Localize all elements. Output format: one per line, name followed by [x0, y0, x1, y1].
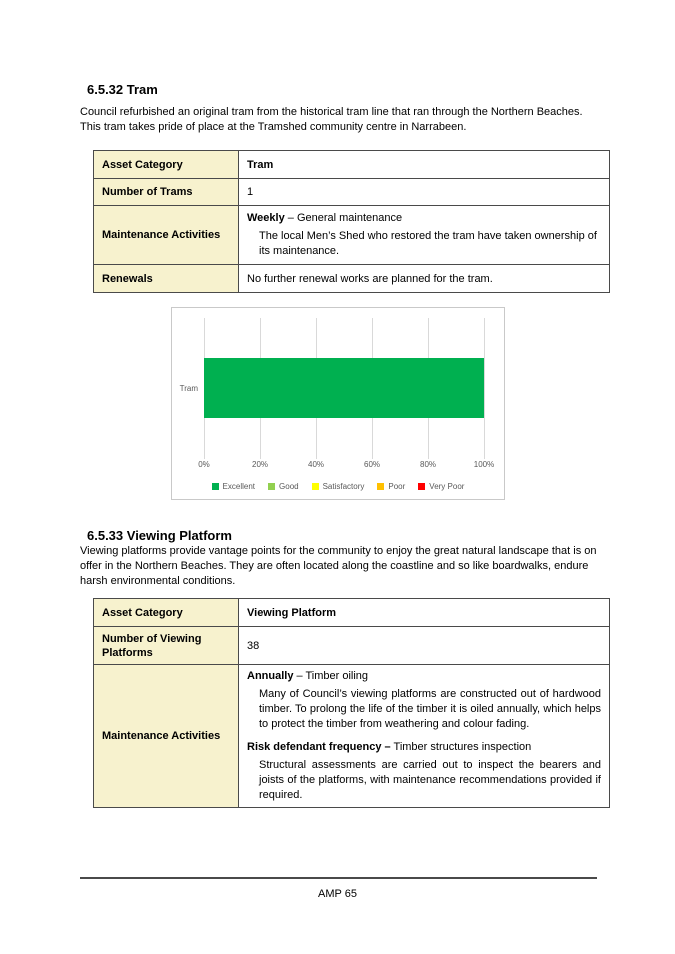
x-tick-label: 100%	[473, 460, 495, 469]
table-row	[94, 179, 610, 206]
legend-item	[268, 482, 299, 491]
table-row	[94, 627, 610, 665]
table-row	[94, 665, 610, 808]
row-value-maintenance	[239, 665, 610, 808]
legend-item	[212, 482, 255, 491]
x-tick-label: 20%	[251, 460, 269, 469]
section-heading-tram: 6.5.32 Tram	[87, 82, 158, 97]
legend-label: Good	[279, 482, 299, 491]
maintenance-frequency: Annually	[247, 670, 294, 682]
row-value-renewals: No further renewal works are planned for the tram.	[239, 265, 610, 293]
grid-line	[484, 318, 485, 459]
tram-info-table	[93, 150, 610, 293]
section-intro-tram: Council refurbished an original tram from the historical tram line that ran through the Northern Beaches. This tram takes pride of place at the Tramshed community centre in Narrabeen.	[80, 106, 583, 133]
table-row	[94, 599, 610, 627]
maintenance-item-title	[247, 740, 601, 755]
row-value-asset-category: Tram	[239, 151, 610, 179]
maintenance-frequency: Weekly	[247, 212, 285, 224]
legend-swatch	[312, 483, 319, 490]
condition-bar-chart	[171, 307, 505, 500]
maintenance-item-detail: Many of Council’s viewing platforms are constructed out of hardwood timber. To prolong the life of the timber it is oiled annually, which helps to protect the timber from weathering and colour fading.	[259, 688, 601, 730]
section-intro-viewing-platform: Viewing platforms provide vantage points for the community to enjoy the great natural landscape that is on offer in the Northern Beaches. They are often located along the coastline and so like boardwalks, endure harsh environmental conditions.	[80, 545, 597, 587]
table-row	[94, 206, 610, 265]
row-value-maintenance	[239, 206, 610, 265]
row-label-maintenance: Maintenance Activities	[94, 665, 239, 808]
section-heading-viewing-platform: 6.5.33 Viewing Platform	[87, 528, 232, 543]
chart-x-axis	[198, 460, 495, 470]
legend-item	[312, 482, 365, 491]
bar-segment-excellent	[204, 358, 484, 418]
x-tick-label: 60%	[363, 460, 381, 469]
chart-legend	[172, 482, 504, 491]
footer-divider	[80, 877, 597, 879]
legend-label: Poor	[388, 482, 406, 491]
row-value-number-of-trams: 1	[239, 179, 610, 206]
row-label-maintenance: Maintenance Activities	[94, 206, 239, 265]
maintenance-item-detail: The local Men’s Shed who restored the tram have taken ownership of its maintenance.	[259, 230, 597, 257]
row-label-renewals: Renewals	[94, 265, 239, 293]
maintenance-item-detail: Structural assessments are carried out to inspect the bearers and joists of the platforms, with maintenance recommendations provided if required.	[259, 759, 601, 801]
row-label-asset-category: Asset Category	[94, 151, 239, 179]
row-label-number-of-platforms: Number of Viewing Platforms	[94, 627, 239, 665]
legend-label: Excellent	[222, 482, 256, 491]
x-tick-label: 40%	[307, 460, 325, 469]
viewing-platform-info-table	[93, 598, 610, 808]
chart-category-label: Tram	[179, 384, 198, 393]
row-value-asset-category: Viewing Platform	[239, 599, 610, 627]
legend-swatch	[212, 483, 219, 490]
legend-item	[377, 482, 405, 491]
maintenance-activity: – General maintenance	[284, 212, 403, 224]
table-row	[94, 151, 610, 179]
maintenance-item-title	[247, 669, 601, 684]
table-row	[94, 265, 610, 293]
legend-swatch	[377, 483, 384, 490]
legend-swatch	[268, 483, 275, 490]
chart-plot	[204, 318, 484, 456]
legend-label: Very Poor	[429, 482, 465, 491]
legend-swatch	[418, 483, 425, 490]
x-tick-label: 0%	[198, 460, 210, 469]
maintenance-activity: – Timber oiling	[293, 670, 369, 682]
row-label-asset-category: Asset Category	[94, 599, 239, 627]
row-value-number-of-platforms: 38	[239, 627, 610, 665]
row-label-number-of-trams: Number of Trams	[94, 179, 239, 206]
maintenance-activity: Timber structures inspection	[390, 741, 532, 753]
legend-item	[418, 482, 464, 491]
maintenance-frequency: Risk defendant frequency –	[247, 741, 391, 753]
maintenance-item-title	[247, 211, 601, 226]
footer-page-number: AMP 65	[318, 888, 357, 900]
x-tick-label: 80%	[419, 460, 437, 469]
chart-bar	[204, 358, 484, 418]
legend-label: Satisfactory	[322, 482, 365, 491]
